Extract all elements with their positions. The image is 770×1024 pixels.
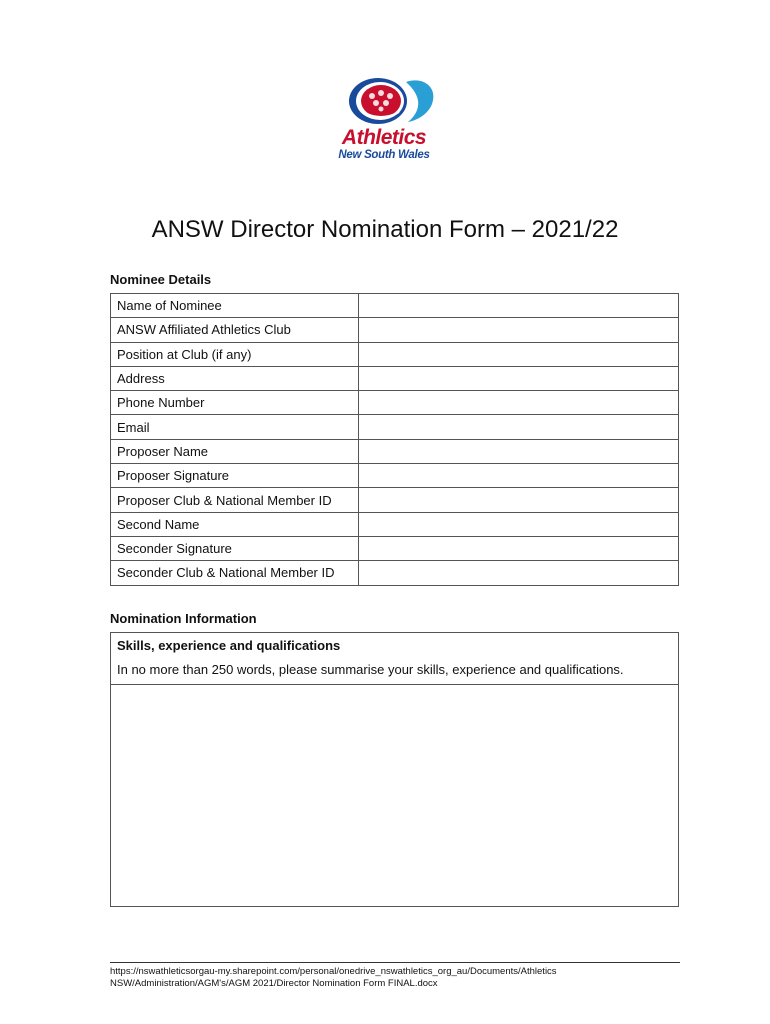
nomination-information-box: [110, 632, 679, 907]
nominee-details-heading: Nominee Details: [110, 272, 212, 287]
row-label: Second Name: [111, 512, 359, 536]
affiliated-club-field[interactable]: [359, 318, 679, 342]
logo-wordmark: Athletics: [341, 126, 427, 149]
table-row: [111, 294, 679, 318]
footer-file-path: [110, 966, 710, 990]
footer-path-line-2: NSW/Administration/AGM's/AGM 2021/Director Nomination Form FINAL.docx: [110, 978, 438, 989]
seconder-signature-field[interactable]: [359, 536, 679, 560]
skills-instruction: In no more than 250 words, please summarise your skills, experience and qualifications.: [117, 662, 624, 677]
proposer-member-id-field[interactable]: [359, 488, 679, 512]
skills-answer-field[interactable]: [111, 685, 678, 909]
address-field[interactable]: [359, 366, 679, 390]
row-label: Proposer Club & National Member ID: [111, 488, 359, 512]
proposer-name-field[interactable]: [359, 439, 679, 463]
table-row: [111, 439, 679, 463]
row-label: Proposer Signature: [111, 464, 359, 488]
athletics-nsw-logo: [328, 74, 440, 166]
form-title: ANSW Director Nomination Form – 2021/22: [151, 216, 619, 243]
table-row: [111, 318, 679, 342]
logo-subtitle: New South Wales: [338, 149, 430, 161]
table-row: [111, 512, 679, 536]
nomination-information-heading: Nomination Information: [110, 611, 257, 626]
table-row: [111, 536, 679, 560]
skills-experience-title: Skills, experience and qualifications: [117, 638, 341, 653]
row-label: Address: [111, 366, 359, 390]
footer-divider: [110, 962, 680, 963]
row-label: Email: [111, 415, 359, 439]
table-row: [111, 415, 679, 439]
table-row: [111, 391, 679, 415]
table-row: [111, 464, 679, 488]
row-label: Phone Number: [111, 391, 359, 415]
row-label: ANSW Affiliated Athletics Club: [111, 318, 359, 342]
row-label: Position at Club (if any): [111, 342, 359, 366]
phone-number-field[interactable]: [359, 391, 679, 415]
name-of-nominee-field[interactable]: [359, 294, 679, 318]
nominee-details-table: [110, 293, 679, 586]
table-row: [111, 342, 679, 366]
table-row: [111, 488, 679, 512]
row-label: Proposer Name: [111, 439, 359, 463]
email-field[interactable]: [359, 415, 679, 439]
row-label: Seconder Club & National Member ID: [111, 561, 359, 585]
position-at-club-field[interactable]: [359, 342, 679, 366]
footer-path-line-1: https://nswathleticsorgau-my.sharepoint.com/personal/onedrive_nswathletics_org_au/Documents/Athletics: [110, 966, 557, 977]
waratah-emblem-icon: [328, 74, 440, 128]
table-row: [111, 366, 679, 390]
proposer-signature-field[interactable]: [359, 464, 679, 488]
second-name-field[interactable]: [359, 512, 679, 536]
seconder-member-id-field[interactable]: [359, 561, 679, 585]
table-row: [111, 561, 679, 585]
row-label: Name of Nominee: [111, 294, 359, 318]
row-label: Seconder Signature: [111, 536, 359, 560]
nomination-information-header: [111, 633, 678, 685]
